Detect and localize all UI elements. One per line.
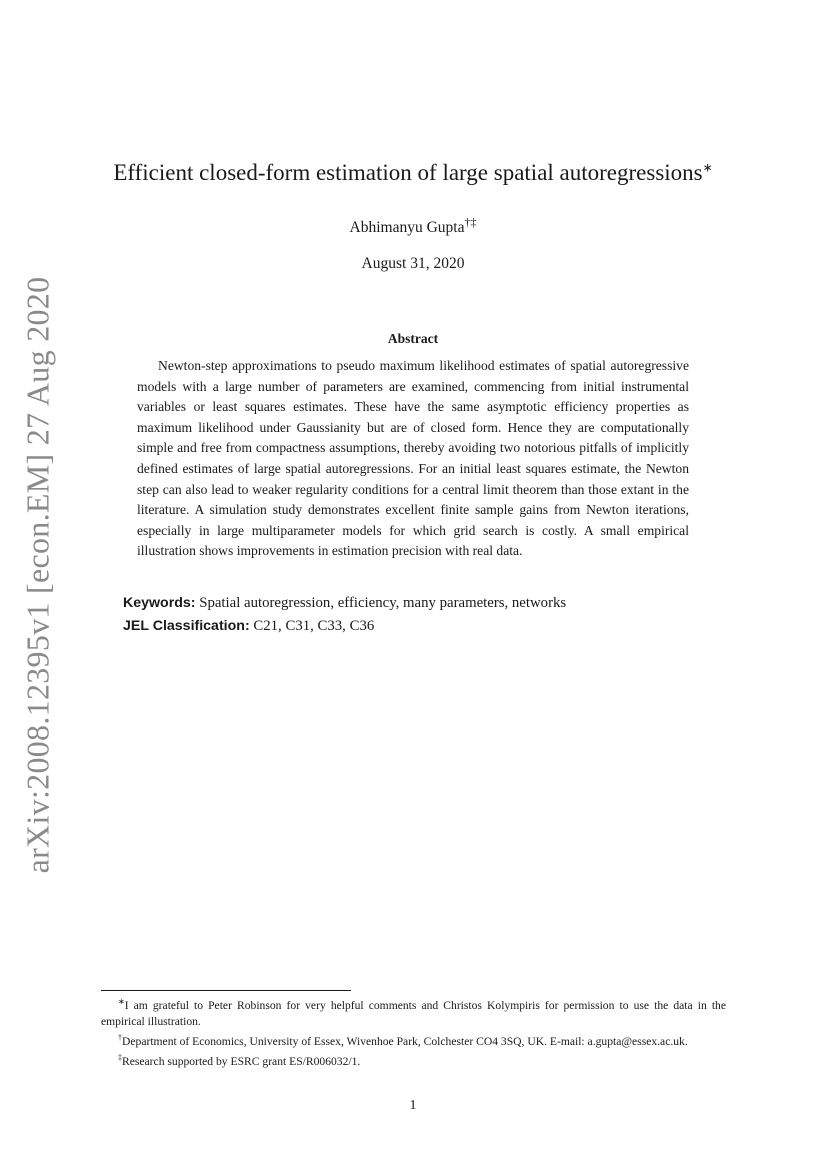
author-line: [0, 215, 826, 237]
footnote-divider: [101, 990, 351, 991]
footnote-marker: ‡: [118, 1053, 122, 1063]
footnote-text: I am grateful to Peter Robinson for very helpful comments and Christos Kolympiris for permission to use the data in the empirical illustration.: [101, 998, 726, 1029]
page-number: 1: [409, 1098, 417, 1113]
footnote-marker: †: [118, 1033, 122, 1043]
keywords-line: [123, 595, 566, 612]
author-name: Abhimanyu Gupta: [349, 219, 465, 237]
arxiv-identifier-stamp: arXiv:2008.12395v1 [econ.EM] 27 Aug 2020: [19, 276, 56, 874]
footnote-acknowledgement: [101, 994, 726, 1030]
footnote-funding: [101, 1050, 726, 1070]
paper-title: [0, 160, 826, 186]
footnote-marker: ∗: [118, 997, 125, 1006]
keywords-label: Keywords:: [123, 595, 196, 611]
footnote-text: Research supported by ESRC grant ES/R006032/1.: [122, 1055, 361, 1069]
jel-classification-label: JEL Classification:: [123, 618, 250, 634]
publication-date: August 31, 2020: [361, 255, 465, 272]
footnotes: [101, 994, 726, 1070]
abstract-heading: Abstract: [387, 331, 439, 346]
jel-classification-value: C21, C31, C33, C36: [253, 618, 375, 634]
title-footnote-marker[interactable]: ∗: [702, 160, 713, 175]
author-footnote-markers[interactable]: †‡: [464, 215, 477, 229]
paper-title-text: Efficient closed-form estimation of large spatial autoregressions: [113, 160, 703, 185]
footnote-affiliation: [101, 1030, 726, 1050]
keywords-value: Spatial autoregression, efficiency, many parameters, networks: [199, 595, 567, 611]
abstract-body: Newton-step approximations to pseudo maximum likelihood estimates of spatial autoregressive models with a large number of parameters are examined, commencing from initial instrumental variables or least squares estimates. These have the same asymptotic efficiency properties as maximum likelihood under Gaussianity but are of closed form. Hence they are computationally simple and free from compactness assumptions, thereby avoiding two notorious pitfalls of implicitly defined estimates of large spatial autoregressions. For an initial least squares estimate, the Newton step can also lead to weaker regularity conditions for a central limit theorem than those extant in the literature. A simulation study demonstrates excellent finite sample gains from Newton iterations, especially in large multiparameter models for which grid search is costly. A small empirical illustration shows improvements in estimation precision with real data.: [137, 358, 689, 559]
jel-classification-line: [123, 618, 374, 635]
footnote-text: Department of Economics, University of Essex, Wivenhoe Park, Colchester CO4 3SQ, UK. E-mail: a.gupta@essex.ac.uk.: [122, 1035, 688, 1049]
